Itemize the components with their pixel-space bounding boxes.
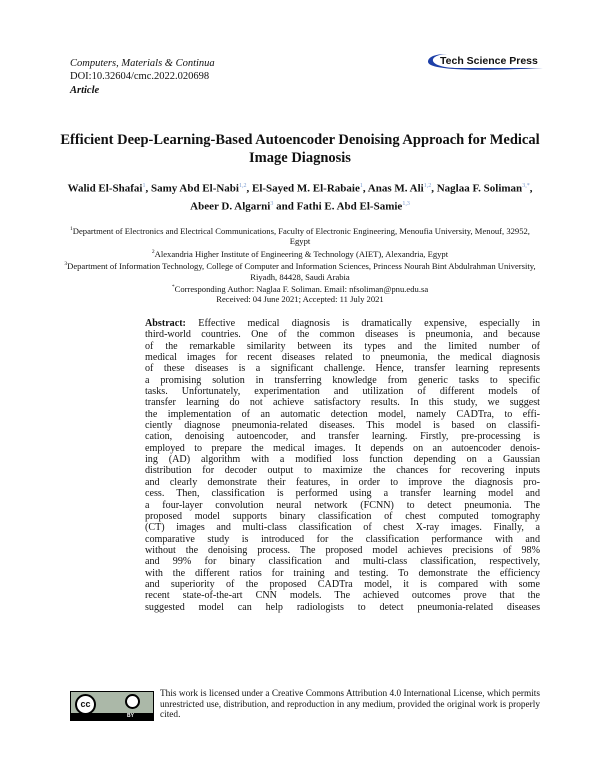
author-affiliation-mark[interactable]: 1 (359, 183, 363, 189)
affiliation (60, 282, 540, 294)
abstract-line: Abstract: Effective medical diagnosis is dramatically expensive, especially in (145, 318, 540, 329)
by-label: BY (127, 713, 134, 719)
author-name: Naglaa F. Soliman (436, 182, 523, 195)
doi[interactable]: DOI:10.32604/cmc.2022.020698 (70, 71, 210, 82)
affiliation (60, 224, 540, 247)
journal-name: Computers, Materials & Continua (70, 58, 215, 69)
affiliation-mark: 3 (64, 261, 68, 268)
abstract-label: Abstract: (145, 318, 186, 329)
author-affiliation-mark[interactable]: 1,2 (238, 183, 247, 189)
abstract-line: of these diseases is a significant challenge. Hence, transfer learning represents (145, 363, 540, 375)
abstract-line: medical images for recent diseases related to pneumonia, the medical diagnosis (145, 352, 540, 364)
author-list: Walid El-Shafai$^1$, Samy Abd El-Nabi$^{1,2}$, El-Sayed M. El-Rabaie$^1$, Anas M. Ali$^{1,2}$, Naglaa F. Soliman$^{3,*}$, Abeer D. Algarni$^3$ and Fathi E. Abd El-Samie$^{1,3}$ (67, 182, 533, 213)
received-accepted-dates: Received: 04 June 2021; Accepted: 11 July 2021 (216, 294, 384, 305)
paper-title: Efficient Deep-Learning-Based Autoencoder Denoising Approach for Medical Image Diagnosis (60, 132, 540, 166)
abstract-line: distribution for decoder output to maximize the chances for recovering inputs (145, 465, 540, 477)
abstract-line: ciently diagnose pneumonia-related diseases. This model is based on classifi- (145, 420, 540, 432)
author-name: Samy Abd El-Nabi (150, 182, 239, 195)
license-text: This work is licensed under a Creative Commons Attribution 4.0 International License, which permits unrestricted use, distribution, and reproduction in any medium, provided the original work is properly cited. (160, 689, 540, 721)
publisher-logo-text: Tech Science Press (440, 55, 538, 67)
affiliations (60, 224, 540, 305)
abstract-line: a promising solution in transferring knowledge from generic tasks to specific (145, 374, 540, 386)
author-name: Abeer D. Algarni (190, 200, 271, 213)
abstract-line: cess. Then, classification is performed using a transfer learning model and (145, 488, 540, 500)
cc-icon: cc (75, 694, 96, 715)
abstract-line: and superiority of the proposed CADTra model, it is compared with some (145, 578, 540, 590)
author-affiliation-mark[interactable]: 3 (270, 200, 274, 207)
abstract-line: employed to prepare the medical images. It depends on an autoencoder denois- (145, 442, 540, 454)
publisher-logo (425, 52, 545, 72)
abstract (145, 318, 540, 613)
abstract-line: without the denoising process. The proposed model achieves precisions of 98% (145, 544, 540, 556)
abstract-line: proposed model supports binary classification of chest computed tomography (145, 510, 540, 522)
abstract-line: with the different ratios for training and testing. To demonstrate the efficiency (145, 567, 540, 579)
author-affiliation-mark[interactable]: 1,2 (423, 183, 432, 189)
affiliation-text[interactable]: Corresponding Author: Naglaa F. Soliman. Email: nfsoliman@pnu.edu.sa (174, 283, 429, 294)
author-name: Fathi E. Abd El-Samie (296, 200, 403, 213)
affiliation-mark: 2 (151, 248, 155, 255)
affiliation-text: Department of Electronics and Electrical Communications, Faculty of Electronic Engineering, Menoufia University, Menouf, 32952, Egypt (72, 225, 530, 247)
author-name: El-Sayed M. El-Rabaie (251, 182, 360, 195)
abstract-line: ing (AD) algorithm with a modified loss function depending on a Gaussian (145, 454, 540, 466)
affiliation (60, 259, 540, 282)
abstract-line: tasks. Unfortunately, experimentation and utilization of different models of (145, 386, 540, 398)
abstract-line: recent state-of-the-art CNN models. The achieved outcomes prove that the (145, 590, 540, 602)
abstract-line: suggested model can help radiologists to detect pneumonia-related diseases (145, 601, 540, 613)
abstract-line: (CT) images and multi-class classification of chest X-ray images. Finally, a (145, 522, 540, 534)
author-and: and (276, 200, 294, 213)
affiliation-text: Alexandria Higher Institute of Engineering & Technology (AIET), Alexandria, Egypt (154, 248, 449, 259)
abstract-line: of the remarkable similarity between its types and the limited number of (145, 340, 540, 352)
author-affiliation-mark[interactable]: 3,* (522, 183, 530, 189)
abstract-line: and clearly demonstrate their features, in order to improve the diagnosis pro- (145, 476, 540, 488)
author-affiliation-mark[interactable]: 1 (142, 183, 146, 189)
abstract-line: the implementation of an automatic detection model, namely CADTra, to effi- (145, 408, 540, 420)
author-name: Anas M. Ali (367, 182, 424, 195)
affiliation-mark: * (171, 284, 175, 291)
author-name: Walid El-Shafai (67, 182, 143, 195)
article-type: Article (70, 85, 100, 96)
abstract-line: and 99% for binary classification and multi-class classification, respectively, (145, 556, 540, 568)
abstract-line: transfer learning do not achieve satisfactory results. In this study, we suggest (145, 397, 540, 409)
author-affiliation-mark[interactable]: 1,3 (402, 200, 410, 207)
affiliation-text: Department of Information Technology, College of Computer and Information Sciences, Princess Nourah Bint Abdulrahman University, Riyadh, 84428, Saudi Arabia (67, 261, 536, 282)
abstract-line: cation, denoising autoencoder, and transfer learning. Firstly, pre-processing is (145, 431, 540, 443)
affiliation-mark: 1 (70, 226, 73, 232)
abstract-line: third-world countries. One of the common diseases is pneumonia, and because (145, 329, 540, 341)
abstract-line: a four-layer convolution neural network (FCNN) to detect pneumonia. The (145, 499, 540, 511)
abstract-line: comparative study is introduced for the classification performance with and (145, 533, 540, 545)
cc-by-license-badge[interactable] (70, 691, 154, 721)
affiliation (60, 247, 540, 259)
person-icon (125, 694, 140, 709)
